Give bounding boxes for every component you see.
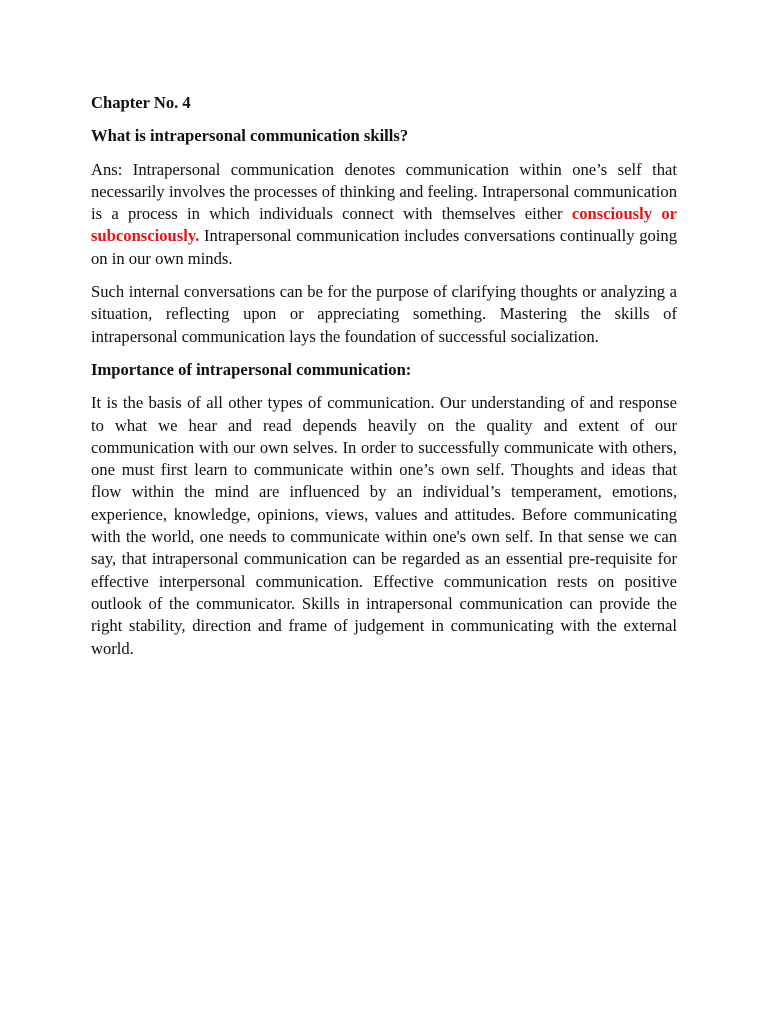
importance-heading: Importance of intrapersonal communication: — [91, 359, 412, 379]
question-heading: What is intrapersonal communication skills? — [91, 126, 409, 146]
answer-text-start: Ans: Intrapersonal communication denotes communication within one’s self that necessarily involves the processes of thinking and feeling. Intrapersonal communication is a process in which individuals connect with themselves either — [91, 159, 677, 224]
answer-text-end: Intrapersonal communication includes conversations continually going on in our own minds. — [91, 226, 677, 268]
chapter-title: Chapter No. 4 — [91, 93, 191, 112]
document-page — [91, 92, 677, 671]
answer-paragraph — [91, 159, 677, 270]
highlighted-phrase: consciously or subconsciously. — [91, 204, 677, 246]
paragraph-internal-conversations: Such internal conversations can be for the purpose of clarifying thoughts or analyzing a situation, reflecting upon or appreciating something. Mastering the skills of intrapersonal communication lays the foundation of successful socialization. — [91, 282, 677, 346]
paragraph-importance: It is the basis of all other types of communication. Our understanding of and response to what we hear and read depends heavily on the quality and extent of our communication with our own selves. In order to successfully communicate with others, one must first learn to communicate within one’s own self. Thoughts and ideas that flow within the mind are influenced by an individual’s temperament, emotions, experience, knowledge, opinions, views, values and attitudes. Before communicating with the world, one needs to communicate within one's own self. In that sense we can say, that intrapersonal communication can be regarded as an essential pre-requisite for effective interpersonal communication. Effective communication rests on positive outlook of the communicator. Skills in intrapersonal communication can provide the right stability, direction and frame of judgement in communicating with the external world. — [91, 393, 677, 658]
